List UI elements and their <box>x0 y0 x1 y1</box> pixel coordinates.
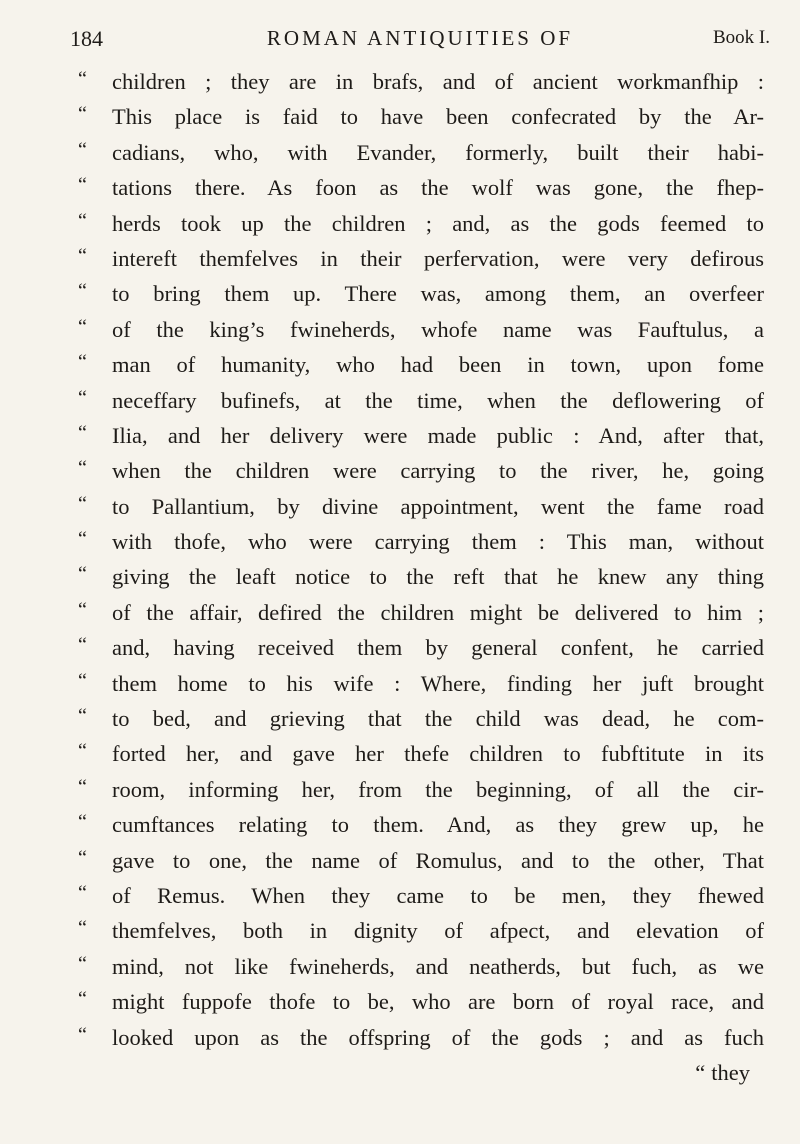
line-text: looked upon as the offspring of the gods ; and as fuch <box>112 1024 764 1050</box>
line-text: and, having received them by general confent, he carried <box>112 635 764 661</box>
line-text: giving the leaft notice to the reft that he knew any thing <box>112 564 764 590</box>
quote-mark: “ <box>78 315 87 338</box>
text-line <box>78 241 764 276</box>
book-label: Book I. <box>713 27 770 48</box>
text-line <box>78 170 764 205</box>
line-text: tations there. As foon as the wolf was gone, the fhep- <box>112 175 764 201</box>
quote-mark: “ <box>78 280 87 303</box>
text-line <box>78 666 764 701</box>
line-text: of Remus. When they came to be men, they fhewed <box>112 882 764 908</box>
line-text: herds took up the children ; and, as the gods feemed to <box>112 210 764 236</box>
text-line <box>78 524 764 559</box>
text-line <box>78 135 764 170</box>
quote-mark: “ <box>78 775 87 798</box>
quote-mark: “ <box>78 1023 87 1046</box>
text-line <box>78 1020 764 1055</box>
text-line <box>78 843 764 878</box>
quote-mark: “ <box>78 598 87 621</box>
text-line <box>78 595 764 630</box>
quote-mark: “ <box>78 881 87 904</box>
quote-mark: “ <box>695 1059 706 1085</box>
line-text: when the children were carrying to the river, he, going <box>112 458 764 484</box>
line-text: This place is faid to have been confecrated by the Ar- <box>112 104 764 130</box>
line-text: themfelves, both in dignity of afpect, and elevation of <box>112 918 764 944</box>
quote-mark: “ <box>78 421 87 444</box>
quote-mark: “ <box>78 244 87 267</box>
line-text: mind, not like fwineherds, and neatherds, but fuch, as we <box>112 953 764 979</box>
quote-mark: “ <box>78 669 87 692</box>
text-line <box>78 453 764 488</box>
line-text: of the king’s fwineherds, whofe name was Fauftulus, a <box>112 316 764 342</box>
text-line <box>78 383 764 418</box>
line-text: man of humanity, who had been in town, upon fome <box>112 352 764 378</box>
quote-mark: “ <box>78 386 87 409</box>
running-title: ROMAN ANTIQUITIES OF <box>266 26 574 50</box>
line-text: cadians, who, with Evander, formerly, built their habi- <box>112 139 764 165</box>
line-text: cumftances relating to them. And, as they grew up, he <box>112 812 764 838</box>
line-text: might fuppofe thofe to be, who are born of royal race, and <box>112 989 764 1015</box>
page-header <box>70 18 770 58</box>
line-text: forted her, and gave her thefe children to fubftitute in its <box>112 741 764 767</box>
text-line <box>78 878 764 913</box>
text-line <box>78 736 764 771</box>
quote-mark: “ <box>78 209 87 232</box>
text-line <box>78 807 764 842</box>
line-text: with thofe, who were carrying them : This man, without <box>112 529 764 555</box>
text-line <box>78 630 764 665</box>
text-line <box>78 949 764 984</box>
line-text: neceffary bufinefs, at the time, when the deflowering of <box>112 387 764 413</box>
line-text: of the affair, defired the children might be delivered to him ; <box>112 599 764 625</box>
quote-mark: “ <box>78 917 87 940</box>
line-text: to Pallantium, by divine appointment, went the fame road <box>112 493 764 519</box>
text-line <box>78 913 764 948</box>
quote-mark: “ <box>78 988 87 1011</box>
quote-mark: “ <box>78 846 87 869</box>
catchword <box>78 1055 764 1090</box>
quote-mark: “ <box>78 634 87 657</box>
catchword-text: they <box>711 1059 750 1085</box>
quote-mark: “ <box>78 740 87 763</box>
quote-mark: “ <box>78 492 87 515</box>
text-line <box>78 489 764 524</box>
quote-mark: “ <box>78 952 87 975</box>
text-line <box>78 99 764 134</box>
quote-mark: “ <box>78 563 87 586</box>
text-line <box>78 64 764 99</box>
quote-mark: “ <box>78 705 87 728</box>
quote-mark: “ <box>78 68 87 90</box>
text-line <box>78 206 764 241</box>
quote-mark: “ <box>78 174 87 197</box>
line-text: Ilia, and her delivery were made public : And, after that, <box>112 422 764 448</box>
text-line <box>78 276 764 311</box>
body-text <box>78 64 764 1090</box>
line-text: intereft themfelves in their perfervation, were very defirous <box>112 245 764 271</box>
text-line <box>78 559 764 594</box>
page-number: 184 <box>70 26 103 51</box>
line-text: to bring them up. There was, among them, an overfeer <box>112 281 764 307</box>
text-line <box>78 418 764 453</box>
text-line <box>78 312 764 347</box>
quote-mark: “ <box>78 138 87 161</box>
catchword-line <box>78 1055 764 1090</box>
quote-mark: “ <box>78 811 87 834</box>
text-line <box>78 701 764 736</box>
text-line <box>78 347 764 382</box>
line-text: them home to his wife : Where, finding her juft brought <box>112 670 764 696</box>
quote-mark: “ <box>78 457 87 480</box>
text-line <box>78 772 764 807</box>
line-text: children ; they are in brafs, and of ancient workmanfhip : <box>112 69 764 94</box>
quote-mark: “ <box>78 528 87 551</box>
line-text: gave to one, the name of Romulus, and to the other, That <box>112 847 764 873</box>
quote-mark: “ <box>78 103 87 126</box>
quote-mark: “ <box>78 351 87 374</box>
text-line <box>78 984 764 1019</box>
line-text: room, informing her, from the beginning, of all the cir- <box>112 776 764 802</box>
line-text: to bed, and grieving that the child was dead, he com- <box>112 706 764 732</box>
